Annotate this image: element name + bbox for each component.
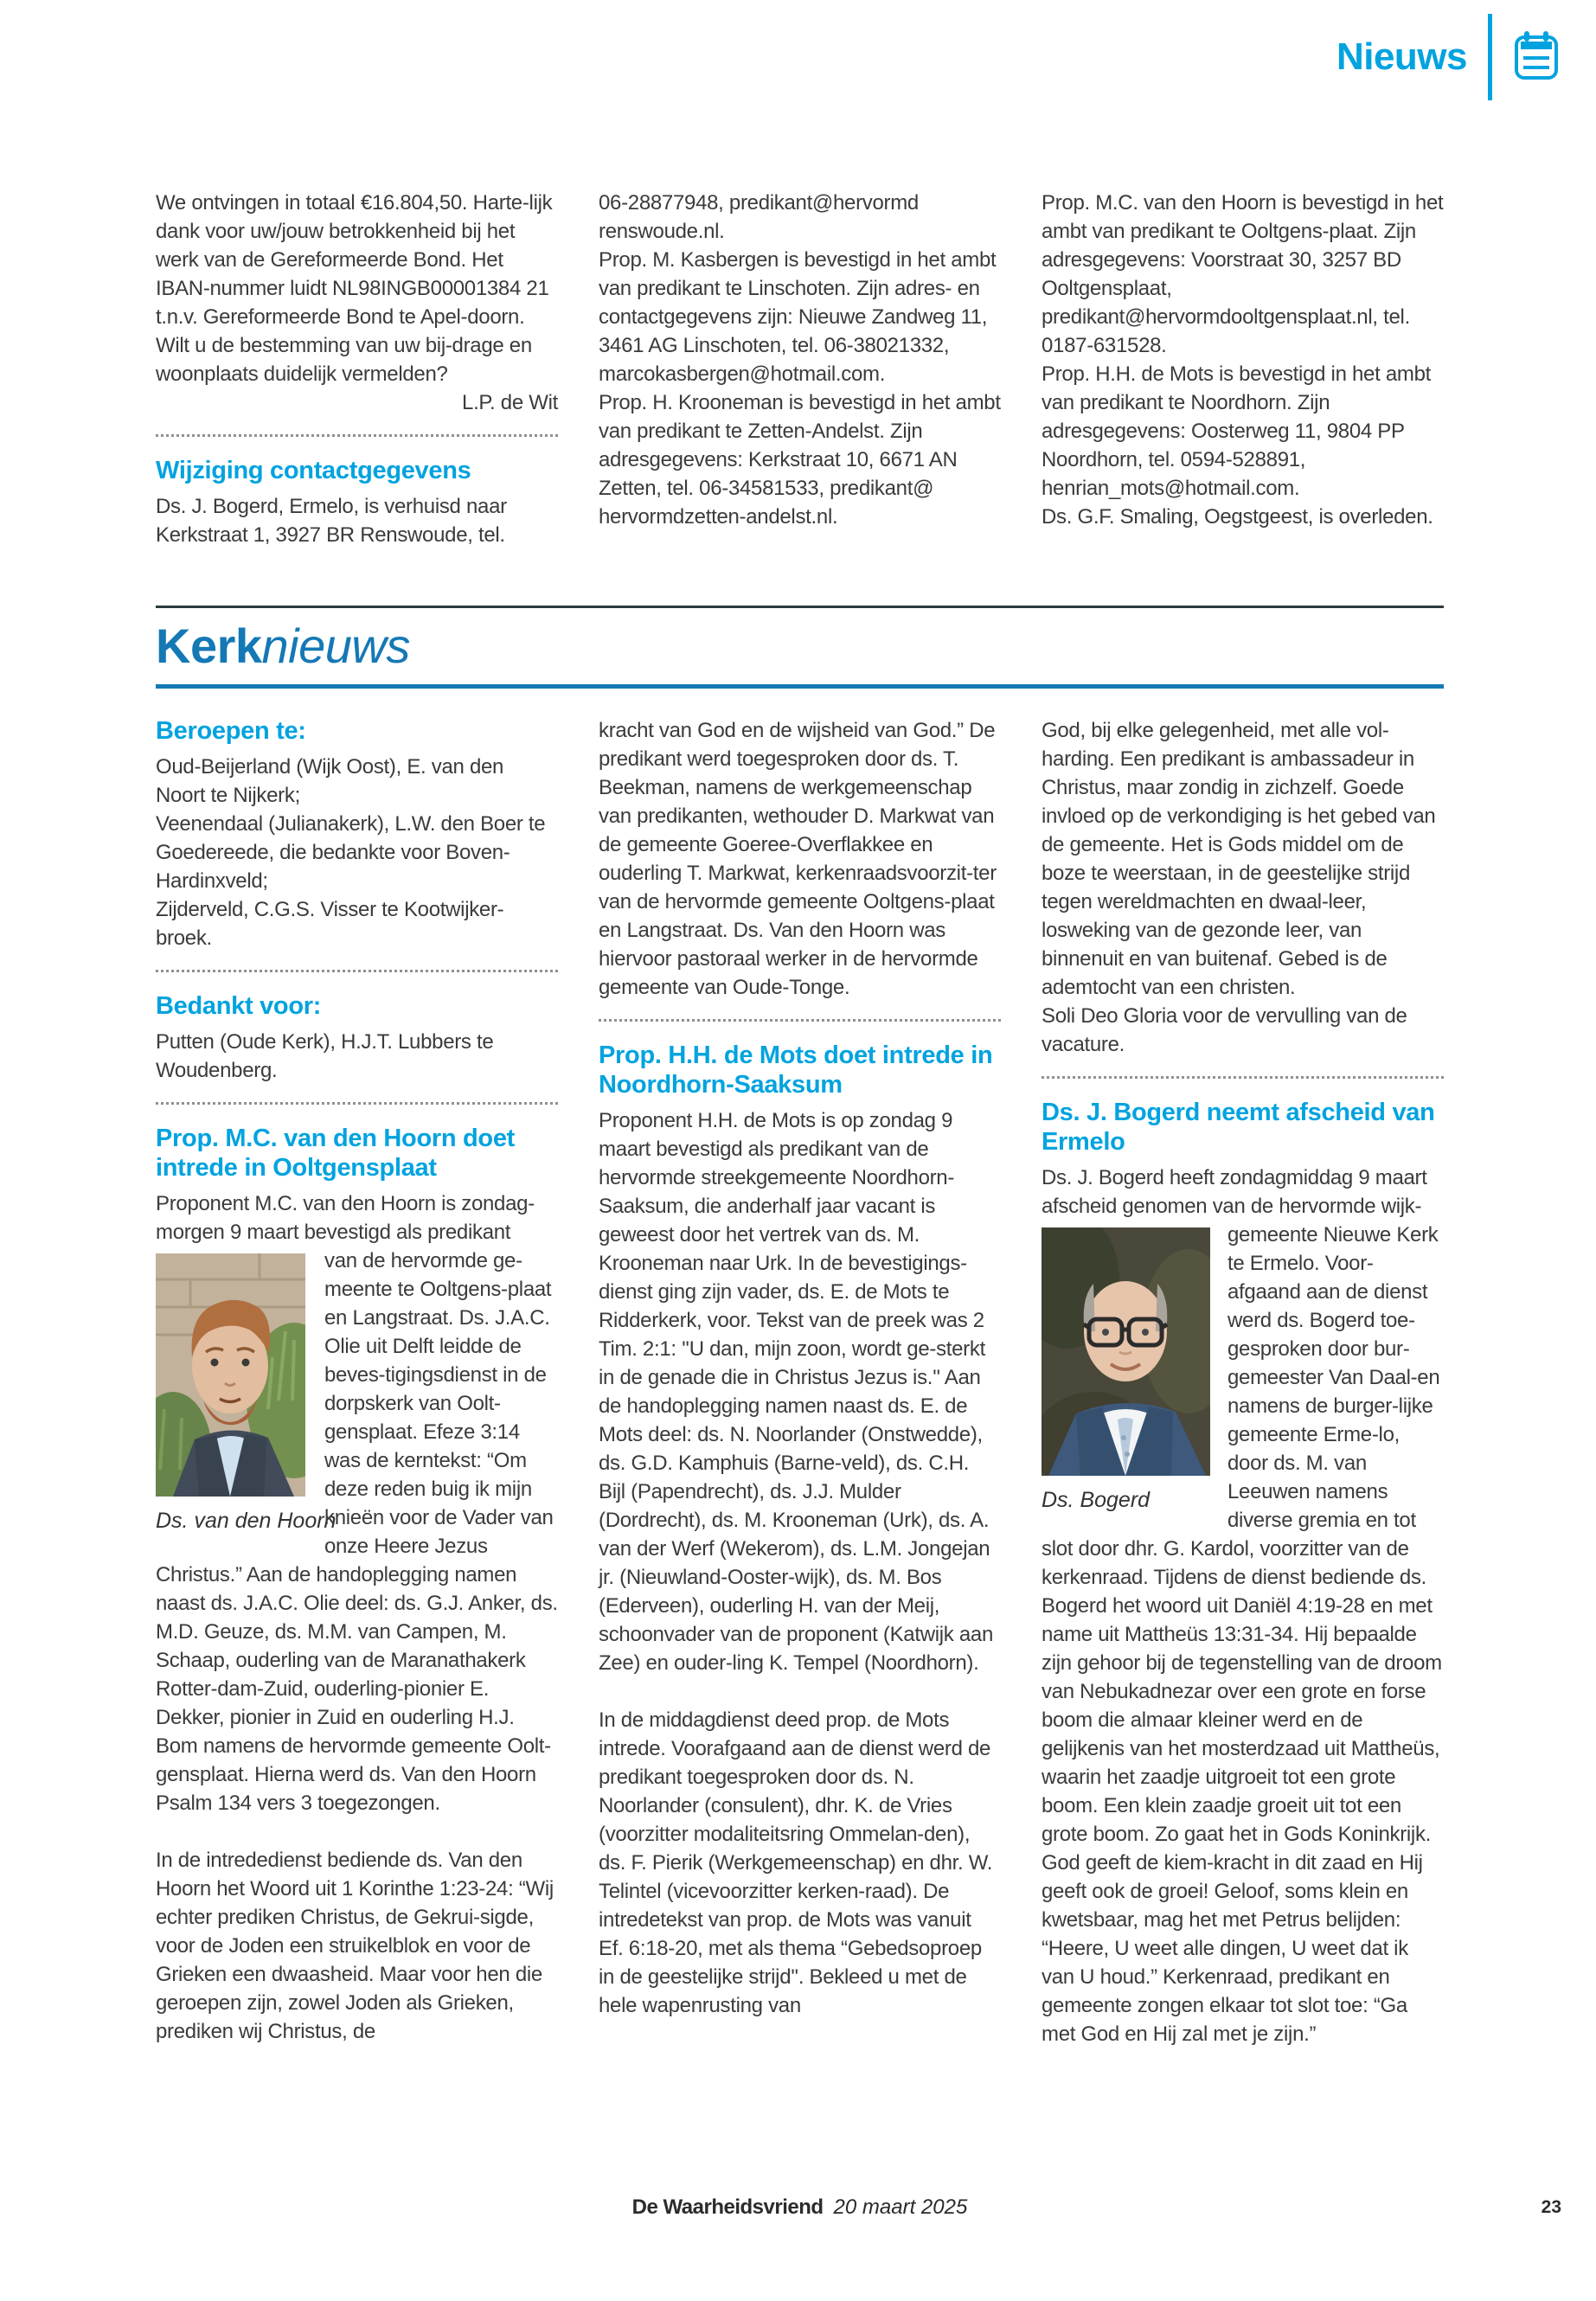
subheading-van-den-hoorn-intrede: Prop. M.C. van den Hoorn doet intrede in Ooltgensplaat	[156, 1125, 516, 1182]
subheading-bogerd-afscheid: Ds. J. Bogerd neemt afscheid van Ermelo	[1042, 1099, 1435, 1156]
paragraph: 06-28877948, predikant@hervormd renswoude.nl.	[599, 191, 919, 243]
list-item: Zijderveld, C.G.S. Visser te Kootwijker-broek.	[156, 898, 504, 950]
bogerd-portrait	[1042, 1227, 1210, 1476]
paragraph: Soli Deo Gloria voor de vervulling van de vacature.	[1042, 1004, 1407, 1056]
magazine-title: De Waarheidsvriend	[631, 2195, 824, 2219]
page-header	[1336, 0, 1560, 114]
agenda-icon	[1513, 29, 1560, 86]
paragraph: gemeente Nieuwe Kerk te Ermelo. Voor-afgaand aan de dienst werd ds. Bogerd toe-gesproken door bur-gemeester Van Daal-en namens de burger-lijke gemeente Erme-lo, door ds. M. van Leeuwen namens diverse gremia en tot slot door dhr. G. Kardol, voorzitter van de kerkenraad. Tijdens de dienst bediende ds. Bogerd het woord uit Daniël 4:19-28 en met name uit Mattheüs 13:31-34. Hij bepaalde zijn gehoor bij de tegenstelling van de droom van Nebukadnezar over een grote en forse boom die almaar kleiner werd en de gelijkenis van het mosterdzaad uit Mattheüs, waarin het zaadje uitgroeit tot een grote boom. Een klein zaadje groeit uit tot een grote boom. Zo gaat het in Gods Koninkrijk. God geeft de kiem-kracht in dit zaad en Hij geeft ook de groei! Geloof, soms klein en kwetsbaar, mag het met Petrus belijden: “Heere, U weet alle dingen, U weet dat ik van U houd.” Kerkenraad, predikant en gemeente zongen elkaar tot slot toe: “Ga met God en Hij zal met je zijn.”	[1042, 1223, 1442, 2046]
subheading-wijziging-contactgegevens: Wijziging contactgegevens	[156, 457, 471, 484]
section-blue-rule	[156, 684, 1444, 689]
subheading-de-mots-intrede: Prop. H.H. de Mots doet intrede in Noordhorn-Saaksum	[599, 1042, 993, 1099]
photo-caption: Ds. van den Hoorn	[156, 1509, 337, 1533]
paragraph: Ds. G.F. Smaling, Oegstgeest, is overleden.	[1042, 505, 1433, 529]
section-label: Nieuws	[1336, 35, 1467, 78]
header-divider	[1488, 14, 1492, 100]
van-den-hoorn-portrait	[156, 1253, 305, 1497]
list-item: Veenendaal (Julianakerk), L.W. den Boer te Goedereede, die bedankte voor Boven-Hardinxveld;	[156, 812, 546, 893]
paragraph: Prop. M.C. van den Hoorn is bevestigd in het ambt van predikant te Ooltgens-plaat. Zijn adresgegevens: Voorstraat 30, 3257 BD Ooltgensplaat, predikant@hervormdooltgensplaat.nl, tel. 0187-631528.	[1042, 191, 1444, 357]
dotted-divider	[1042, 1076, 1444, 1079]
kerknieuws-title	[156, 620, 1444, 672]
dotted-divider	[156, 434, 558, 437]
title-part-bold: Kerk	[156, 619, 262, 673]
kerknieuws-section	[156, 606, 1444, 2048]
news-intro-section	[156, 189, 1444, 549]
list-item: Oud-Beijerland (Wijk Oost), E. van den Noort te Nijkerk;	[156, 755, 504, 807]
paragraph: kracht van God en de wijsheid van God.” De predikant werd toegesproken door ds. T. Beekman, namens de werkgemeenschap van predikanten, wethouder D. Markwat van de gemeente Goeree-Overflakkee en ouderling T. Markwat, kerkenraadsvoorzit-ter van de hervormde gemeente Ooltgens-plaat en Langstraat. Ds. Van den Hoorn was hiervoor pastoraal werker in de hervormde gemeente van Oude-Tonge.	[599, 719, 997, 999]
bogerd-photo-figure	[1042, 1227, 1210, 1513]
dotted-divider	[599, 1019, 1001, 1022]
paragraph: Ds. J. Bogerd heeft zondagmiddag 9 maart afscheid genomen van de hervormde wijk-	[1042, 1166, 1427, 1218]
subheading-bedankt-voor: Bedankt voor:	[156, 992, 322, 1020]
paragraph: Prop. H. Krooneman is bevestigd in het ambt van predikant te Zetten-Andelst. Zijn adresgegevens: Kerkstraat 10, 6671 AN Zetten, tel. 06-34581533, predikant@ hervormdzetten-andelst.nl.	[599, 391, 1001, 529]
photo-caption: Ds. Bogerd	[1042, 1488, 1151, 1512]
paragraph: Prop. H.H. de Mots is bevestigd in het ambt van predikant te Noordhorn. Zijn adresgegevens: Oosterweg 11, 9804 PP Noordhorn, tel. 0594-528891, henrian_mots@hotmail.com.	[1042, 362, 1431, 500]
section-top-rule	[156, 606, 1444, 608]
van-den-hoorn-photo-figure	[156, 1253, 337, 1534]
news-column-3	[1042, 189, 1444, 549]
paragraph: In de middagdienst deed prop. de Mots intrede. Voorafgaand aan de dienst werd de predikant toegesproken door ds. N. Noorlander (consulent), dhr. K. de Vries (voorzitter modaliteitsring Ommelan-den), ds. F. Pierik (Werkgemeenschap) en dhr. W. Telintel (vicevoorzitter kerken-raad). De intredetekst van prop. de Mots was vanuit Ef. 6:18-20, met als thema “Gebedsoproep in de geestelijke strijd''. Bekleed u met de hele wapenrusting van	[599, 1708, 993, 2017]
page-number: 23	[1541, 2197, 1561, 2217]
kerknieuws-column-2	[599, 716, 1001, 2048]
dotted-divider	[156, 970, 558, 972]
paragraph: Putten (Oude Kerk), H.J.T. Lubbers te Woudenberg.	[156, 1030, 494, 1082]
news-column-1	[156, 189, 558, 549]
paragraph: We ontvingen in totaal €16.804,50. Harte-lijk dank voor uw/jouw betrokkenheid bij het werk van de Gereformeerde Bond. Het IBAN-nummer luidt NL98INGB00001384 21 t.n.v. Gereformeerde Bond te Apel-doorn. Wilt u de bestemming van uw bij-drage en woonplaats duidelijk vermelden?	[156, 191, 553, 386]
kerknieuws-column-3	[1042, 716, 1444, 2048]
title-part-italic: nieuws	[261, 619, 410, 673]
signature: L.P. de Wit	[462, 391, 558, 414]
issue-date: 20 maart 2025	[833, 2195, 968, 2219]
dotted-divider	[156, 1102, 558, 1105]
page-footer	[156, 2195, 1444, 2220]
subheading-beroepen-te: Beroepen te:	[156, 717, 306, 745]
paragraph: God, bij elke gelegenheid, met alle vol-harding. Een predikant is ambassadeur in Christus, maar zondig in zichzelf. Goede invloed op de verkondiging is het gebed van de gemeente. Het is Gods middel om de boze te weerstaan, in de geestelijke strijd tegen wereldmachten en dwaal-leer, losweking van de gezonde leer, van binnenuit en van buitenaf. Gebed is de ademtocht van een christen.	[1042, 719, 1436, 999]
paragraph: Ds. J. Bogerd, Ermelo, is verhuisd naar Kerkstraat 1, 3927 BR Renswoude, tel.	[156, 495, 507, 547]
paragraph: Prop. M. Kasbergen is bevestigd in het ambt van predikant te Linschoten. Zijn adres- en contactgegevens zijn: Nieuwe Zandweg 11, 3461 AG Linschoten, tel. 06-38021332, marcokasbergen@hotmail.com.	[599, 248, 997, 386]
news-column-2	[599, 189, 1001, 549]
paragraph: van de hervormde ge-meente te Ooltgens-plaat en Langstraat. Ds. J.A.C. Olie uit Delft leidde de beves-tigingsdienst in de dorpskerk van Oolt-gensplaat. Efeze 3:14 was de kerntekst: “Om deze reden buig ik mijn knieën voor de Vader van onze Heere Jezus Christus.” Aan de handoplegging namen naast ds. J.A.C. Olie deel: ds. G.J. Anker, ds. M.D. Geuze, ds. M.M. van Campen, M. Schaap, ouderling van de Maranathakerk Rotter-dam-Zuid, ouderling-pionier E. Dekker, pionier in Zuid en ouderling H.J. Bom namens de hervormde gemeente Oolt-gensplaat. Hierna werd ds. Van den Hoorn Psalm 134 vers 3 toegezongen.	[156, 1249, 558, 1815]
kerknieuws-column-1	[156, 716, 558, 2048]
paragraph: Proponent M.C. van den Hoorn is zondag-morgen 9 maart bevestigd als predikant	[156, 1192, 535, 1244]
paragraph: Proponent H.H. de Mots is op zondag 9 maart bevestigd als predikant van de hervormde streekgemeente Noordhorn-Saaksum, die anderhalf jaar vacant is geweest door het vertrek van ds. M. Krooneman naar Urk. In de bevestigings-dienst ging zijn vader, ds. E. de Mots te Ridderkerk, voor. Tekst van de preek was 2 Tim. 2:1: ''U dan, mijn zoon, wordt ge-sterkt in de genade die in Christus Jezus is.'' Aan de handoplegging namen naast ds. E. de Mots deel: ds. N. Noorlander (Onstwedde), ds. G.D. Kamphuis (Barne-veld), ds. C.H. Bijl (Papendrecht), ds. J.J. Mulder (Dordrecht), ds. M. Krooneman (Urk), ds. A. van der Werf (Wekerom), ds. L.M. Jongejan jr. (Nieuwland-Ooster-wijk), ds. M. Bos (Ederveen), ouderling H. van der Meij, schoonvader van de proponent (Katwijk aan Zee) en ouder-ling K. Tempel (Noordhorn).	[599, 1109, 994, 1675]
paragraph: In de intrededienst bediende ds. Van den Hoorn het Woord uit 1 Korinthe 1:23-24: “Wij echter prediken Christus, de Gekrui-sigde, voor de Joden een struikelblok en voor de Grieken een dwaasheid. Maar voor hen die geroepen zijn, zowel Joden als Grieken, prediken wij Christus, de	[156, 1849, 554, 2043]
